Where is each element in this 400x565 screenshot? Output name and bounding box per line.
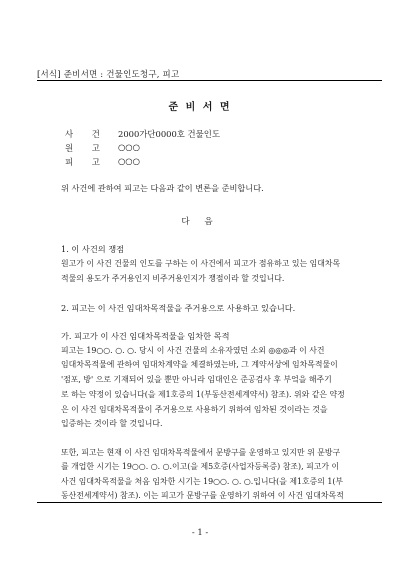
header-rule (37, 80, 382, 81)
paragraph-line: 원고가 이 사건 건물의 인도를 구하는 이 사건에서 피고가 점유하고 있는 임대차목 (61, 259, 341, 268)
document-title: 준 비 서 면 (168, 102, 232, 113)
paragraph-line: 를 개업한 시기는 19○○. ○. ○.이고(을 제5호증(사업자등록증) 참조), 피고가 이 (61, 462, 340, 471)
paragraph-line: 또한, 피고는 현재 이 사건 임대차목적물에서 문방구를 운영하고 있지만 위 문방구 (61, 448, 341, 457)
paragraph-line: 은 이 사건 임대차목적물이 주거용으로 사용하기 위하여 임차된 것이라는 것을 (61, 405, 328, 414)
paragraph-line: 임대차목적물에 관하여 임대차계약을 체결하였는바, 그 계약서상에 임차목적물이 (61, 360, 338, 369)
paragraph-line: 적물의 용도가 주거용인지 비주거용인지가 쟁점이라 할 것입니다. (61, 274, 285, 283)
form-header: [서식] 준비서면 : 건물인도청구, 피고 (37, 70, 180, 80)
defendant-value: ○○○ (118, 156, 140, 166)
case-value: 2000가단0000호 건물인도 (118, 129, 220, 139)
paragraph-line: '점포, 방' 으로 기재되어 있을 뿐만 아니라 임대인은 준공검사 후 부엌을 해주기 (61, 375, 332, 384)
paragraph-line: 동산전세계약서) 참조). 이는 피고가 문방구를 운영하기 위하여 이 사건 임대차목적 (61, 491, 344, 500)
plaintiff-label: 원 고 (65, 143, 100, 153)
section1-heading: 1. 이 사건의 쟁점 (61, 244, 125, 254)
intro-sentence: 위 사건에 관하여 피고는 다음과 같이 변론을 준비합니다. (61, 183, 264, 193)
sub-heading: 가. 피고가 이 사건 임대차목적물을 임차한 목적 (61, 331, 230, 341)
footer-rule (37, 502, 382, 503)
paragraph-line: 입증하는 것이라 할 것입니다. (61, 419, 163, 428)
paragraph-line: 사건 임대차목적물을 처음 임차한 시기는 19○○. ○. ○.입니다(을 제1호증의 1(부 (61, 477, 344, 486)
plaintiff-value: ○○○ (118, 142, 140, 152)
section-title: 다 음 (181, 217, 219, 227)
paragraph-line: 로 하는 약정이 있습니다(을 제1호증의 1(부동산전세계약서) 참조). 위와 같은 약정 (61, 390, 345, 399)
case-label: 사 건 (65, 129, 100, 139)
defendant-label: 피 고 (65, 157, 100, 167)
paragraph-line: 피고는 19○○. ○. ○. 당시 이 사건 건물의 소유자였던 소외 ◎◎◎과 이 사건 (61, 346, 325, 355)
page-number: - 1 - (191, 527, 209, 537)
section2-heading: 2. 피고는 이 사건 임대차목적물을 주거용으로 사용하고 있습니다. (61, 303, 296, 313)
